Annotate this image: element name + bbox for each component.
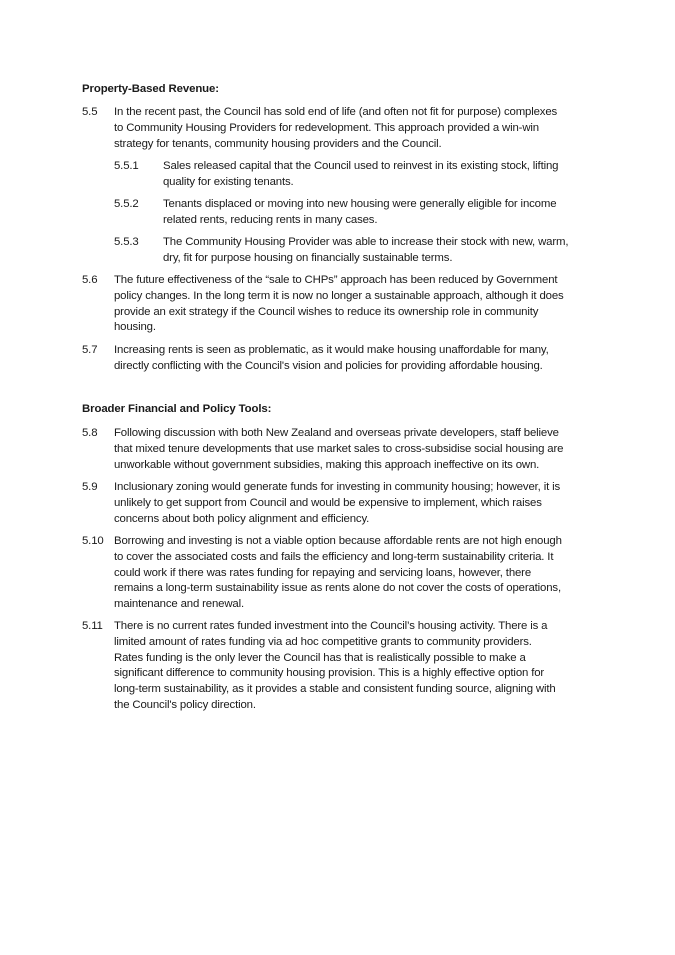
text-line: Inclusionary zoning would generate funds for investing in community housing; however, it is: [114, 481, 561, 493]
text-line: quality for existing tenants.: [163, 175, 294, 188]
text-line: The future effectiveness of the “sale to CHPs” approach has been reduced by Government: [114, 274, 558, 286]
paragraph-text: [114, 619, 604, 714]
text-line: significant difference to community housing provision. This is a highly effective option for: [114, 667, 545, 680]
section-heading-broader-financial-and-policy-tools: Broader Financial and Policy Tools:: [82, 403, 272, 415]
text-line: to Community Housing Providers for redevelopment. This approach provided a win-win: [114, 121, 539, 134]
text-line: provide an exit strategy if the Council wishes to reduce its ownership role in community: [114, 305, 539, 318]
paragraph-number: 5.9: [82, 481, 98, 493]
paragraph-number: 5.7: [82, 344, 98, 356]
text-line: Borrowing and investing is not a viable option because affordable rents are not high enough: [114, 535, 562, 547]
text-line: There is no current rates funded investment into the Council’s housing activity. There is a: [114, 620, 548, 632]
text-line: dry, fit for purpose housing on financially sustainable terms.: [163, 251, 453, 264]
text-line: directly conflicting with the Council's vision and policies for providing affordable housing.: [114, 359, 543, 372]
paragraph-text: [114, 273, 604, 336]
text-line: Sales released capital that the Council used to reinvest in its existing stock, lifting: [163, 160, 559, 172]
text-line: Rates funding is the only lever the Council has that is realistically possible to make a: [114, 651, 526, 664]
paragraph-number: 5.11: [82, 620, 103, 632]
paragraph-number: 5.6: [82, 274, 98, 286]
text-line: unlikely to get support from Council and would be expensive to implement, which raises: [114, 496, 542, 509]
paragraph-text: [114, 534, 604, 613]
paragraph-number: 5.10: [82, 535, 104, 547]
text-line: The Community Housing Provider was able to increase their stock with new, warm,: [163, 236, 569, 248]
paragraph-text: [163, 235, 605, 267]
paragraph-number: 5.5: [82, 106, 98, 118]
paragraph-number: 5.5.3: [114, 236, 139, 248]
text-line: limited amount of rates funding via ad hoc competitive grants to community providers.: [114, 635, 532, 648]
paragraph-text: [163, 159, 605, 191]
text-line: to cover the associated costs and fails the efficiency and long-term sustainability criteria. It: [114, 550, 554, 563]
paragraph-number: 5.5.2: [114, 198, 139, 210]
text-line: unworkable without government subsidies, making this approach ineffective on its own.: [114, 458, 540, 471]
text-line: the Council's policy direction.: [114, 698, 256, 711]
text-line: strategy for tenants, community housing providers and the Council.: [114, 137, 442, 150]
text-line: that mixed tenure developments that use market sales to cross-subsidise social housing are: [114, 442, 564, 455]
text-line: In the recent past, the Council has sold end of life (and often not fit for purpose) complexes: [114, 106, 558, 118]
text-line: related rents, reducing rents in many cases.: [163, 213, 378, 226]
text-line: remains a long-term sustainability issue as rents alone do not cover the costs of operations,: [114, 582, 561, 595]
paragraph-number: 5.5.1: [114, 160, 139, 172]
text-line: maintenance and renewal.: [114, 598, 245, 611]
text-line: housing.: [114, 321, 156, 334]
paragraph-text: [114, 105, 604, 152]
paragraph-text: [114, 343, 604, 375]
text-line: concerns about both policy alignment and efficiency.: [114, 512, 370, 525]
section-heading-property-based-revenue: Property-Based Revenue:: [82, 83, 219, 95]
text-line: Increasing rents is seen as problematic, as it would make housing unaffordable for many,: [114, 344, 549, 356]
text-line: Tenants displaced or moving into new housing were generally eligible for income: [163, 198, 557, 210]
text-line: could work if there was rates funding for repaying and servicing loans, however, there: [114, 566, 532, 579]
text-line: Following discussion with both New Zealand and overseas private developers, staff believe: [114, 427, 559, 439]
paragraph-number: 5.8: [82, 427, 98, 439]
paragraph-text: [163, 197, 605, 229]
paragraph-text: [114, 426, 604, 473]
text-line: long-term sustainability, as it provides a stable and consistent funding source, aligning with: [114, 683, 556, 696]
paragraph-text: [114, 480, 604, 527]
text-line: policy changes. In the long term it is now no longer a sustainable approach, although it does: [114, 289, 564, 302]
